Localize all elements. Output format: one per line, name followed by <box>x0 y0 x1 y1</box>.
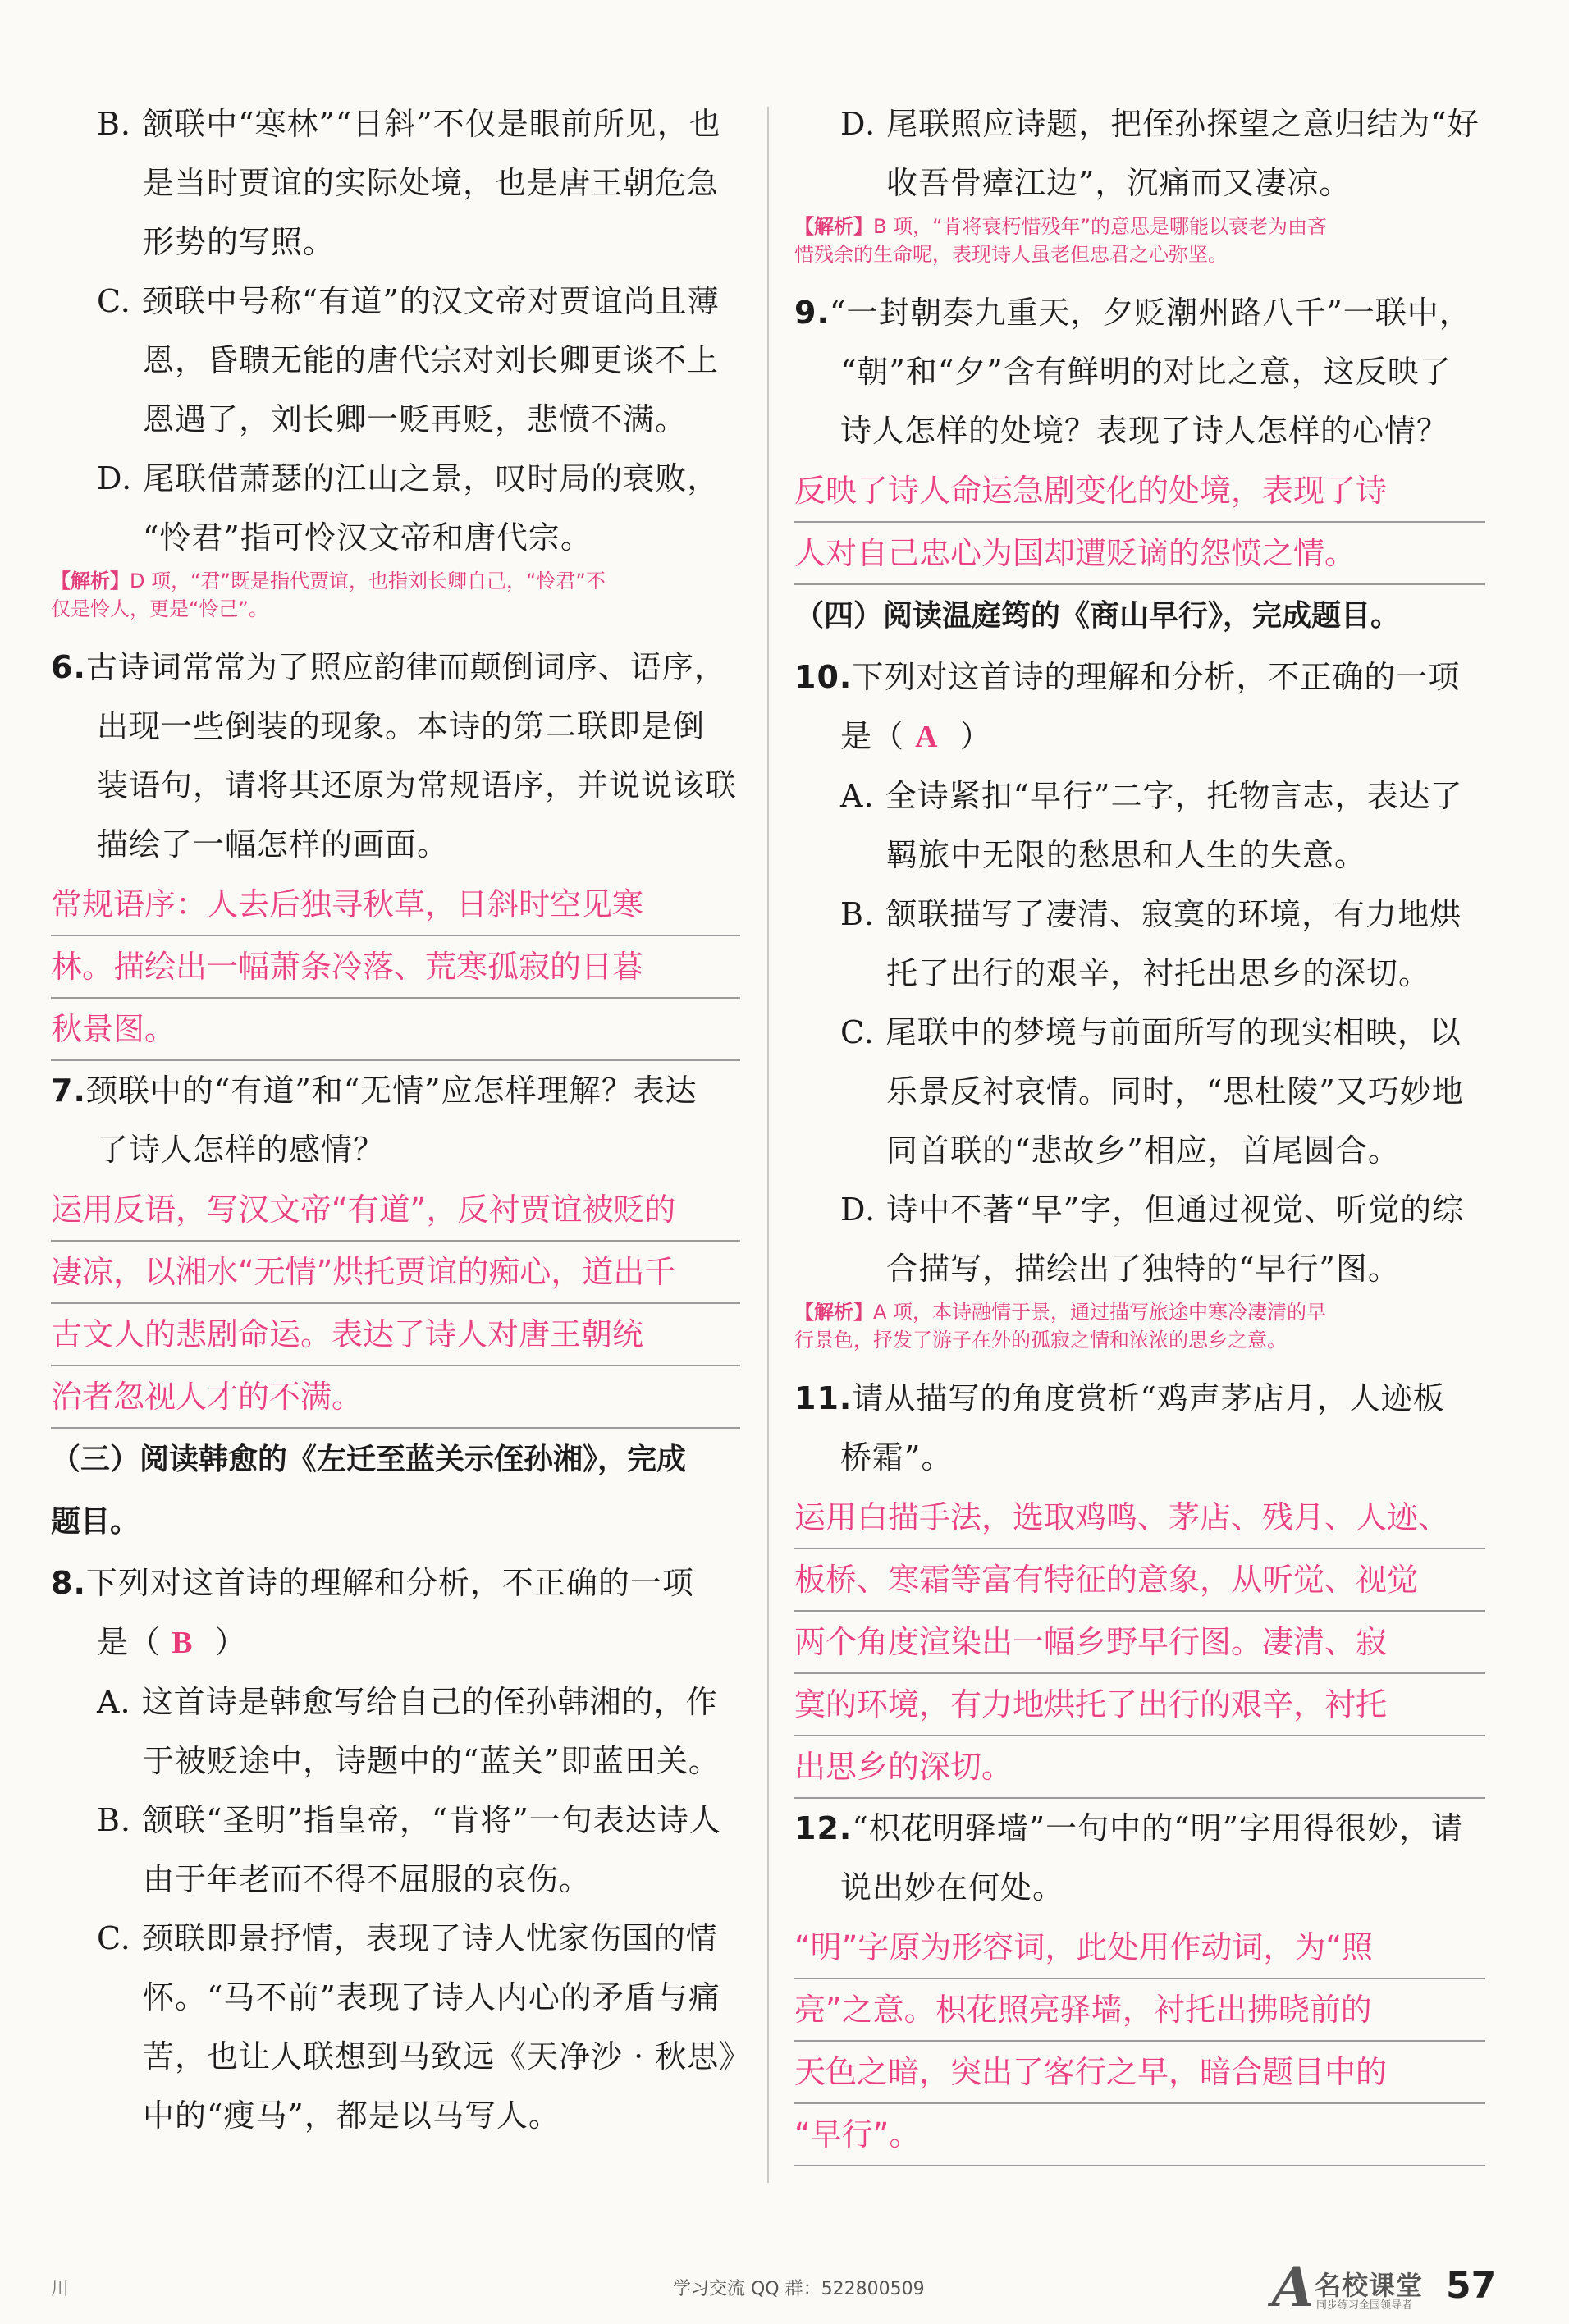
text-line: B. 颔联描写了凄清、寂寞的环境，有力地烘 <box>840 896 1462 932</box>
footer-qq-group: 学习交流 QQ 群：522800509 <box>673 2279 925 2299</box>
answer-line: 寞的环境，有力地烘托了出行的艰辛，衬托 <box>794 1674 1485 1736</box>
question-number: 7. <box>51 1073 86 1109</box>
q10-option-a <box>794 766 1485 885</box>
q10-analysis-note <box>794 1298 1485 1354</box>
question-7 <box>51 1061 740 1179</box>
text-line: 下列对这首诗的理解和分析，不正确的一项 <box>852 659 1461 695</box>
answer-line: 凄凉，以湘水“无情”烘托贾谊的痴心，道出千 <box>51 1242 740 1304</box>
section-4-heading: （四）阅读温庭筠的《商山早行》，完成题目。 <box>794 599 1401 633</box>
text-line: C. 尾联中的梦境与前面所写的现实相映，以 <box>840 1014 1462 1050</box>
q8-option-a <box>51 1672 740 1791</box>
q10-option-c <box>794 1003 1485 1180</box>
text-line: 了诗人怎样的感情？ <box>97 1132 386 1168</box>
text-line: 恩，昏聩无能的唐代宗对刘长卿更谈不上 <box>143 342 720 378</box>
text-line: D. 尾联照应诗题，把侄孙探望之意归结为“好 <box>840 106 1480 142</box>
right-column <box>794 94 1485 2166</box>
answer-line: 出思乡的深切。 <box>794 1736 1485 1799</box>
question-number: 9. <box>794 295 830 331</box>
q7-answer <box>51 1179 740 1429</box>
note-text: B 项，“肯将衰朽惜残年”的意思是哪能以衰老为由吝 <box>873 215 1327 238</box>
q8-option-b <box>51 1791 740 1909</box>
logo-subtitle: 同步练习全国领导者 <box>1316 2299 1413 2312</box>
paren: ） <box>214 1624 247 1660</box>
question-number: 11. <box>794 1380 853 1416</box>
q8-analysis-note <box>794 213 1485 268</box>
question-12 <box>794 1799 1485 1917</box>
answer-letter: B <box>172 1626 194 1660</box>
question-number: 12. <box>794 1810 853 1846</box>
text-line: 乐景反衬哀情。同时，“思杜陵”又巧妙地 <box>886 1073 1464 1109</box>
question-8 <box>51 1553 740 1672</box>
answer-line: 两个角度渲染出一幅乡野早行图。凄清、寂 <box>794 1612 1485 1674</box>
answer-line: 秋景图。 <box>51 999 740 1061</box>
q8-option-c <box>51 1909 752 2145</box>
answer-line: 天色之暗，突出了客行之早，暗合题目中的 <box>794 2042 1485 2104</box>
column-divider <box>767 107 769 2183</box>
answer-line: 运用白描手法，选取鸡鸣、茅店、残月、人迹、 <box>794 1487 1485 1549</box>
note-tag: 【解析】 <box>794 215 873 238</box>
text-line: 说出妙在何处。 <box>840 1869 1065 1905</box>
text-line: “一封朝奏九重天，夕贬潮州路八千”一联中， <box>829 295 1471 331</box>
answer-line: 人对自己忠心为国却遭贬谪的怨愤之情。 <box>794 523 1485 585</box>
text-line: 于被贬途中，诗题中的“蓝关”即蓝田关。 <box>143 1743 720 1779</box>
text-line: 收吾骨瘴江边”，沉痛而又凄凉。 <box>886 165 1352 201</box>
answer-line: 板桥、寒霜等富有特征的意象，从听觉、视觉 <box>794 1549 1485 1612</box>
text-line: 是当时贾谊的实际处境，也是唐王朝危急 <box>143 165 720 201</box>
text-line: “朝”和“夕”含有鲜明的对比之意，这反映了 <box>840 354 1452 390</box>
note-text: D 项，“君”既是指代贾谊，也指刘长卿自己，“怜君”不 <box>130 570 606 592</box>
section-3-heading <box>51 1429 740 1553</box>
text-line: 形势的写照。 <box>143 224 336 260</box>
text-line: D. 诗中不著“早”字，但通过视觉、听觉的综 <box>840 1192 1465 1228</box>
paren: ） <box>959 718 992 754</box>
text-line: 描绘了一幅怎样的画面。 <box>97 826 450 862</box>
q5-option-c <box>51 272 740 449</box>
note-text: A 项，本诗融情于景，通过描写旅途中寒冷凄清的早 <box>873 1301 1327 1324</box>
q10-option-d <box>794 1180 1485 1298</box>
answer-letter: A <box>915 720 939 754</box>
left-column <box>51 94 752 2145</box>
answer-line: 运用反语，写汉文帝“有道”，反衬贾谊被贬的 <box>51 1179 740 1242</box>
question-number: 10. <box>794 659 853 695</box>
logo-name: 名校课堂 <box>1315 2270 1424 2301</box>
text-line: 托了出行的艰辛，衬托出思乡的深切。 <box>886 955 1431 991</box>
q5-option-b <box>51 94 740 272</box>
q5-option-d <box>51 449 740 567</box>
text-line: 由于年老而不得不屈服的哀伤。 <box>143 1861 592 1897</box>
question-9 <box>794 283 1485 460</box>
text-line: 中的“瘦马”，都是以马写人。 <box>143 2098 560 2134</box>
answer-line: “早行”。 <box>794 2104 1485 2166</box>
q9-answer <box>794 460 1485 585</box>
logo-letter: A <box>1272 2255 1315 2319</box>
question-10 <box>794 647 1485 766</box>
text-line: 合描写，描绘出了独特的“早行”图。 <box>886 1251 1400 1287</box>
question-6 <box>51 638 740 874</box>
text-line: C. 颈联即景抒情，表现了诗人忧家伤国的情 <box>97 1920 718 1956</box>
text-line: 请从描写的角度赏析“鸡声茅店月，人迹板 <box>852 1380 1445 1416</box>
question-number: 8. <box>51 1565 86 1601</box>
note-tag: 【解析】 <box>51 570 130 592</box>
q12-answer <box>794 1917 1485 2166</box>
paren: 是（ <box>97 1624 162 1660</box>
region-mark: 川 <box>51 2279 70 2299</box>
text-line: A. 全诗紧扣“早行”二字，托物言志，表达了 <box>840 778 1463 814</box>
section-heading: 题目。 <box>51 1505 140 1539</box>
question-number: 6. <box>51 649 86 685</box>
text-line: “怜君”指可怜汉文帝和唐代宗。 <box>143 519 592 556</box>
q8-option-d <box>794 94 1485 213</box>
q10-option-b <box>794 885 1485 1003</box>
text-line: 诗人怎样的处境？表现了诗人怎样的心情？ <box>840 413 1449 449</box>
text-line: A. 这首诗是韩愈写给自己的侄孙韩湘的，作 <box>97 1684 718 1720</box>
text-line: 装语句，请将其还原为常规语序，并说说该联 <box>97 767 738 803</box>
note-text: 仅是怜人，更是“怜己”。 <box>51 597 268 620</box>
answer-line: 反映了诗人命运急剧变化的处境，表现了诗 <box>794 460 1485 523</box>
paren: 是（ <box>840 718 905 754</box>
text-line: B. 颔联中“寒林”“日斜”不仅是眼前所见，也 <box>97 106 721 142</box>
text-line: 怀。“马不前”表现了诗人内心的矛盾与痛 <box>143 1979 720 2015</box>
text-line: C. 颈联中号称“有道”的汉文帝对贾谊尚且薄 <box>97 283 720 319</box>
note-tag: 【解析】 <box>794 1301 873 1324</box>
text-line: 颈联中的“有道”和“无情”应怎样理解？表达 <box>85 1073 698 1109</box>
answer-line: 亮”之意。枳花照亮驿墙，衬托出拂晓前的 <box>794 1979 1485 2042</box>
text-line: 苦，也让人联想到马致远《天净沙 · 秋思》 <box>143 2038 752 2075</box>
answer-line: 林。描绘出一幅萧条冷落、荒寒孤寂的日暮 <box>51 936 740 999</box>
text-line: B. 颔联“圣明”指皇帝，“肯将”一句表达诗人 <box>97 1802 721 1838</box>
q5-analysis-note <box>51 567 740 623</box>
text-line: 同首联的“悲故乡”相应，首尾圆合。 <box>886 1132 1400 1169</box>
text-line: 下列对这首诗的理解和分析，不正确的一项 <box>85 1565 694 1601</box>
text-line: 恩遇了，刘长卿一贬再贬，悲愤不满。 <box>143 401 688 437</box>
page-number: 57 <box>1446 2265 1497 2307</box>
q11-answer <box>794 1487 1485 1799</box>
text-line: “枳花明驿墙”一句中的“明”字用得很妙，请 <box>852 1810 1464 1846</box>
text-line: D. 尾联借萧瑟的江山之景，叹时局的衰败， <box>97 460 720 496</box>
note-text: 行景色，抒发了游子在外的孤寂之情和浓浓的思乡之意。 <box>794 1329 1287 1352</box>
note-text: 惜残余的生命呢，表现诗人虽老但忠君之心弥坚。 <box>794 243 1228 266</box>
text-line: 出现一些倒装的现象。本诗的第二联即是倒 <box>97 708 706 744</box>
answer-line: 古文人的悲剧命运。表达了诗人对唐王朝统 <box>51 1304 740 1366</box>
text-line: 古诗词常常为了照应韵律而颠倒词序、语序， <box>85 649 726 685</box>
publisher-logo <box>1272 2255 1428 2319</box>
question-11 <box>794 1369 1485 1487</box>
text-line: 羁旅中无限的愁思和人生的失意。 <box>886 837 1367 873</box>
answer-line: “明”字原为形容词，此处用作动词，为“照 <box>794 1917 1485 1979</box>
answer-line: 治者忽视人才的不满。 <box>51 1366 740 1429</box>
q6-answer <box>51 874 740 1061</box>
section-heading: （三）阅读韩愈的《左迁至蓝关示侄孙湘》，完成 <box>51 1443 687 1476</box>
text-line: 桥霜”。 <box>840 1439 954 1475</box>
answer-line: 常规语序：人去后独寻秋草，日斜时空见寒 <box>51 874 740 936</box>
page-footer <box>0 2255 1569 2319</box>
